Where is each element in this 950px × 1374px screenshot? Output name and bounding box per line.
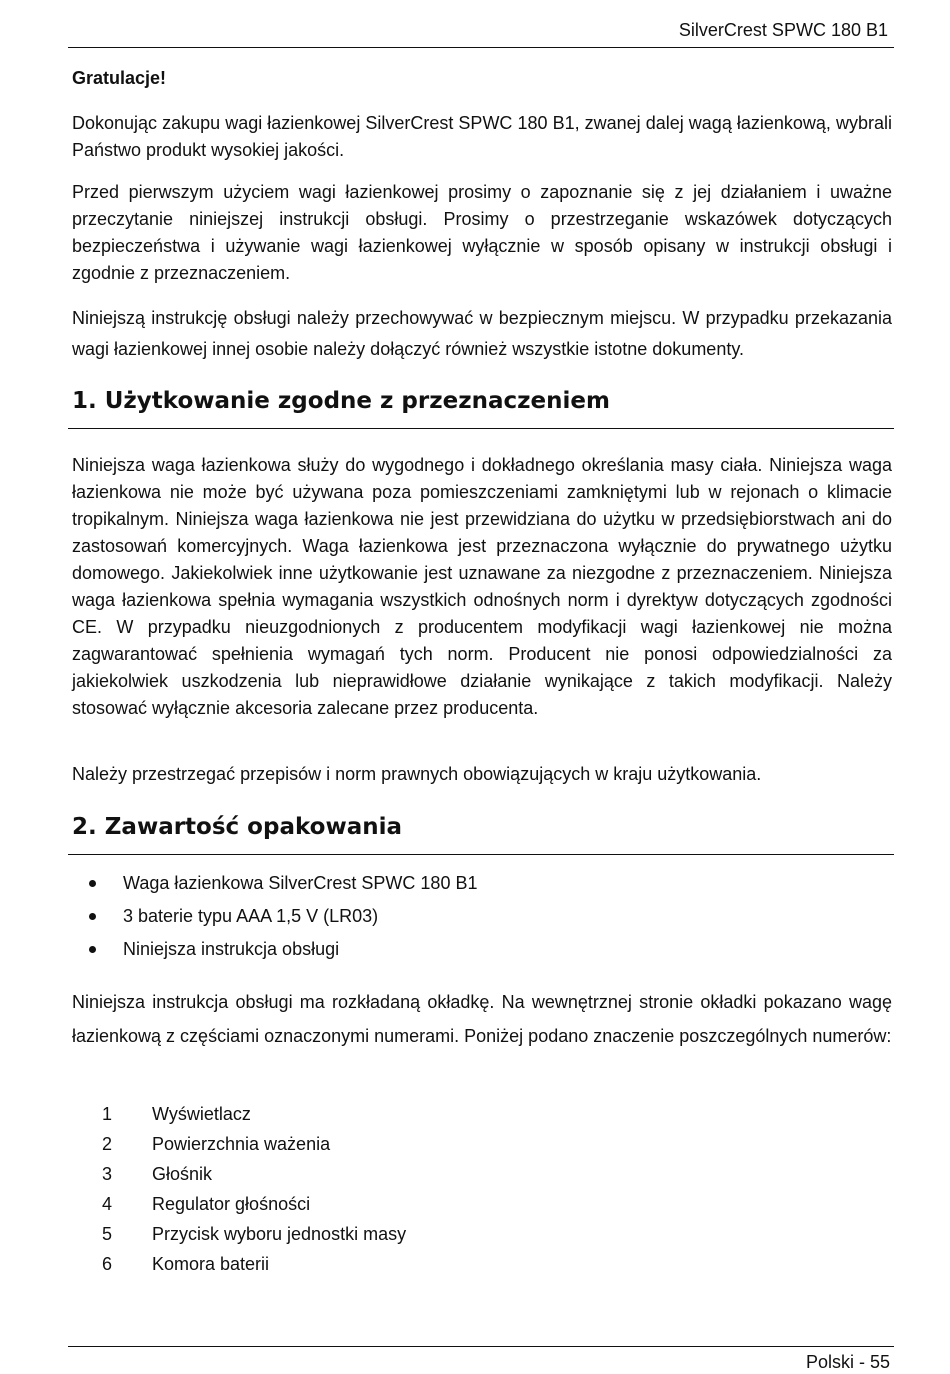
page-number: Polski - 55 (805, 1352, 890, 1372)
section-1-rule (68, 428, 894, 429)
part-label: Powierzchnia ważenia (152, 1134, 331, 1154)
part-label: Głośnik (152, 1164, 213, 1184)
list-item (72, 1191, 892, 1221)
bullet-icon (89, 913, 96, 920)
list-item (72, 1221, 892, 1251)
part-number: 3 (102, 1164, 113, 1184)
section-1-heading: 1. Użytkowanie zgodne z przeznaczeniem (72, 388, 610, 414)
list-item (72, 1251, 892, 1281)
section-1-paragraph-2: Należy przestrzegać przepisów i norm prawnych obowiązujących w kraju użytkowania. (72, 764, 762, 784)
greeting-heading: Gratulacje! (72, 68, 167, 88)
section-2-paragraph: Niniejsza instrukcja obsługi ma rozkładaną okładkę. Na wewnętrznej stronie okładki pokazano wagę łazienkową z częściami oznaczonymi numerami. Poniżej podano znaczenie poszczególnych numerów: (72, 992, 892, 1046)
part-number: 1 (102, 1104, 113, 1124)
section-2-heading: 2. Zawartość opakowania (72, 814, 402, 840)
part-number: 6 (102, 1254, 113, 1274)
list-item: Waga łazienkowa SilverCrest SPWC 180 B1 (72, 870, 892, 903)
part-label: Wyświetlacz (152, 1104, 251, 1124)
part-number: 2 (102, 1134, 113, 1154)
intro-paragraph-1: Dokonując zakupu wagi łazienkowej SilverCrest SPWC 180 B1, zwanej dalej wagą łazienkową, wybrali Państwo produkt wysokiej jakości. (72, 113, 892, 160)
running-header: SilverCrest SPWC 180 B1 (678, 20, 888, 40)
part-number: 4 (102, 1194, 113, 1214)
header-rule (68, 47, 894, 48)
part-label: Regulator głośności (152, 1194, 311, 1214)
bullet-icon (89, 946, 96, 953)
part-number: 5 (102, 1224, 113, 1244)
list-item (72, 1101, 892, 1131)
intro-paragraph-3: Niniejszą instrukcję obsługi należy przechowywać w bezpiecznym miejscu. W przypadku przekazania wagi łazienkowej innej osobie należy dołączyć również wszystkie istotne dokumenty. (72, 308, 892, 359)
bullet-icon (89, 880, 96, 887)
package-contents-list (72, 870, 892, 969)
list-item: 3 baterie typu AAA 1,5 V (LR03) (72, 903, 892, 936)
list-item (72, 1131, 892, 1161)
list-item: Niniejsza instrukcja obsługi (72, 936, 892, 969)
section-2-rule (68, 854, 894, 855)
footer-rule (68, 1346, 894, 1347)
intro-paragraph-2: Przed pierwszym użyciem wagi łazienkowej prosimy o zapoznanie się z jej działaniem i uważne przeczytanie niniejszej instrukcji obsługi. Prosimy o przestrzeganie wskazówek dotyczących bezpieczeństwa i używanie wagi łazienkowej wyłącznie w sposób opisany w instrukcji obsługi i zgodnie z przeznaczeniem. (72, 182, 892, 283)
part-label: Komora baterii (152, 1254, 270, 1274)
list-item (72, 1161, 892, 1191)
section-1-paragraph-1: Niniejsza waga łazienkowa służy do wygodnego i dokładnego określania masy ciała. Niniejsza waga łazienkowa nie może być używana poza pomieszczeniami zamkniętymi lub w rejonach o klimacie tropikalnym. Niniejsza waga łazienkowa nie jest przewidziana do użytku w przedsiębiorstwach ani do zastosowań komercyjnych. Waga łazienkowa jest przeznaczona wyłącznie do prywatnego użytku domowego. Jakiekolwiek inne użytkowanie jest uznawane za niezgodne z przeznaczeniem. Niniejsza waga łazienkowa spełnia wymagania wszystkich odnośnych norm i dyrektyw dotyczących zgodności CE. W przypadku nieuzgodnionych z producentem modyfikacji wagi łazienkowej nie można zagwarantować spełnienia wymagań tych norm. Producent nie ponosi odpowiedzialności za jakiekolwiek uszkodzenia lub nieprawidłowe działanie wynikające z takich modyfikacji. Należy stosować wyłącznie akcesoria zalecane przez producenta. (72, 455, 892, 718)
part-label: Przycisk wyboru jednostki masy (152, 1224, 407, 1244)
parts-list (72, 1101, 892, 1281)
